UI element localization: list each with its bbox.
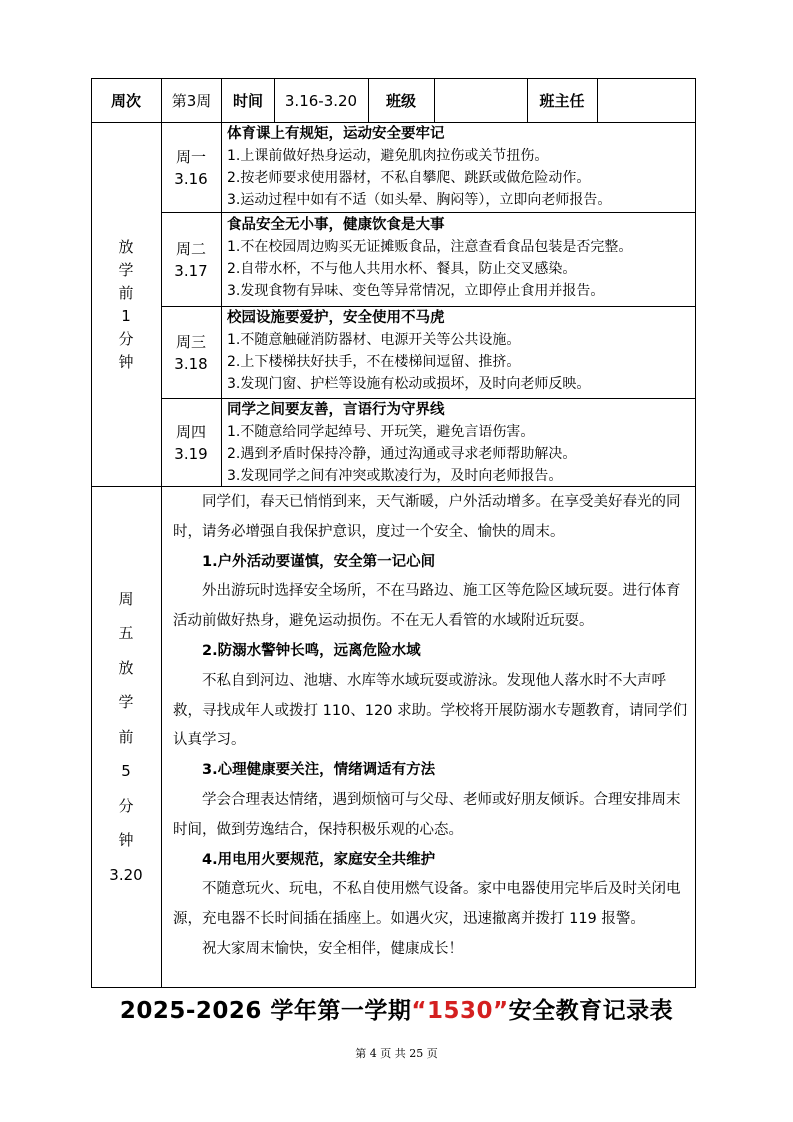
section1-label-char: 前	[118, 284, 134, 302]
topic-line: 1.不随意给同学起绰号、开玩笑，避免言语伤害。	[227, 424, 535, 440]
day-name: 周三	[175, 333, 206, 351]
day-name: 周一	[175, 148, 206, 166]
topic-title: 同学之间要友善，言语行为守界线	[227, 402, 445, 418]
topic-line: 1.上课前做好热身运动，避免肌肉拉伤或关节扭伤。	[227, 148, 549, 164]
section1-label	[91, 123, 161, 487]
section2-label-char: 五	[118, 624, 134, 643]
friday-content	[173, 488, 689, 965]
week-value: 第3周	[171, 92, 212, 110]
day-content-wednesday	[227, 307, 694, 395]
topic-line: 2.按老师要求使用器材，不私自攀爬、跳跃或做危险动作。	[227, 170, 591, 186]
day-date: 3.16	[174, 170, 208, 188]
topic-line: 2.自带水杯，不与他人共用水杯、餐具，防止交叉感染。	[227, 261, 577, 277]
page-number: 第 4 页 共 25 页	[355, 1047, 438, 1060]
topic-line: 3.发现同学之间有冲突或欺凌行为，及时向老师报告。	[227, 468, 563, 484]
day-cell-monday	[161, 123, 221, 213]
col-divider	[221, 78, 222, 487]
section2-label-char: 5	[121, 762, 131, 781]
teacher-label: 班主任	[539, 92, 585, 110]
day-date: 3.17	[174, 262, 208, 280]
section1-label-char: 1	[121, 307, 131, 325]
section1-label-char: 分	[118, 330, 134, 348]
table-border-bottom	[91, 987, 696, 988]
week-label: 周次	[110, 92, 141, 110]
section2-label-date: 3.20	[109, 865, 143, 884]
friday-item-body: 外出游玩时选择安全场所，不在马路边、施工区等危险区域玩耍。进行体育活动前做好热身，避免运动损伤。不在无人看管的水域附近玩耍。	[173, 583, 681, 630]
day-cell-wednesday	[161, 307, 221, 399]
time-value: 3.16-3.20	[284, 91, 358, 110]
day-name: 周四	[175, 423, 206, 441]
day-cell-tuesday	[161, 213, 221, 307]
day-content-monday	[227, 123, 694, 211]
section2-label-char: 钟	[118, 831, 134, 850]
friday-item-title: 2.防溺水警钟长鸣，远离危险水域	[202, 642, 421, 659]
class-label: 班级	[385, 92, 416, 110]
title-quote: “1530”	[411, 998, 509, 1024]
topic-line: 1.不在校园周边购买无证摊贩食品，注意查看食品包装是否完整。	[227, 239, 633, 255]
day-date: 3.19	[174, 445, 208, 463]
topic-line: 3.发现食物有异味、变色等异常情况，立即停止食用并报告。	[227, 283, 605, 299]
section2-label	[91, 487, 161, 987]
day-cell-thursday	[161, 399, 221, 487]
topic-line: 3.发现门窗、护栏等设施有松动或损坏，及时向老师反映。	[227, 376, 591, 392]
document-title	[0, 992, 793, 1025]
safety-record-table	[91, 78, 696, 988]
topic-line: 1.不随意触碰消防器材、电源开关等公共设施。	[227, 332, 521, 348]
section2-label-char: 分	[118, 796, 134, 815]
row-divider	[161, 212, 696, 213]
day-content-tuesday	[227, 214, 694, 302]
friday-item-title: 4.用电用火要规范，家庭安全共维护	[202, 851, 436, 868]
friday-closing: 祝大家周末愉快，安全相伴，健康成长！	[202, 940, 463, 957]
topic-line: 2.遇到矛盾时保持冷静，通过沟通或寻求老师帮助解决。	[227, 446, 577, 462]
topic-line: 3.运动过程中如有不适（如头晕、胸闷等），立即向老师报告。	[227, 192, 612, 208]
section2-label-char: 学	[118, 693, 134, 712]
friday-item-body: 不私自到河边、池塘、水库等水域玩耍或游泳。发现他人落水时不大声呼救，寻找成年人或拨打 110、120 求助。学校将开展防溺水专题教育，请同学们认真学习。	[173, 672, 688, 749]
section2-label-char: 前	[118, 727, 134, 746]
class-value[interactable]	[434, 78, 527, 123]
friday-item-title: 3.心理健康要关注，情绪调适有方法	[202, 762, 436, 779]
title-suffix: 安全教育记录表	[508, 998, 674, 1024]
section1-label-char: 放	[118, 238, 134, 256]
title-prefix: 2025-2026 学年第一学期	[119, 998, 412, 1024]
section1-label-char: 学	[118, 261, 134, 279]
day-content-thursday	[227, 399, 694, 487]
friday-item-title: 1.户外活动要谨慎，安全第一记心间	[202, 553, 436, 570]
friday-intro: 同学们，春天已悄悄到来，天气渐暖，户外活动增多。在享受美好春光的同时，请务必增强自我保护意识，度过一个安全、愉快的周末。	[173, 494, 681, 540]
friday-item-body: 不随意玩火、玩电，不私自使用燃气设备。家中电器使用完毕后及时关闭电源，充电器不长时间插在插座上。如遇火灾，迅速撤离并拨打 119 报警。	[173, 881, 681, 928]
topic-title: 体育课上有规矩，运动安全要牢记	[227, 126, 445, 142]
friday-item-body: 学会合理表达情绪，遇到烦恼可与父母、老师或好朋友倾诉。合理安排周末时间，做到劳逸结合，保持积极乐观的心态。	[173, 791, 681, 838]
time-label: 时间	[232, 92, 263, 110]
day-date: 3.18	[174, 355, 208, 373]
teacher-value[interactable]	[597, 78, 695, 123]
topic-title: 校园设施要爱护，安全使用不马虎	[227, 310, 445, 326]
topic-line: 2.上下楼梯扶好扶手，不在楼梯间逗留、推挤。	[227, 354, 521, 370]
topic-title: 食品安全无小事，健康饮食是大事	[227, 217, 445, 233]
section1-label-char: 钟	[118, 353, 134, 371]
section2-label-char: 周	[118, 589, 134, 608]
day-name: 周二	[175, 240, 206, 258]
section2-label-char: 放	[118, 658, 134, 677]
table-border-right	[695, 78, 696, 988]
